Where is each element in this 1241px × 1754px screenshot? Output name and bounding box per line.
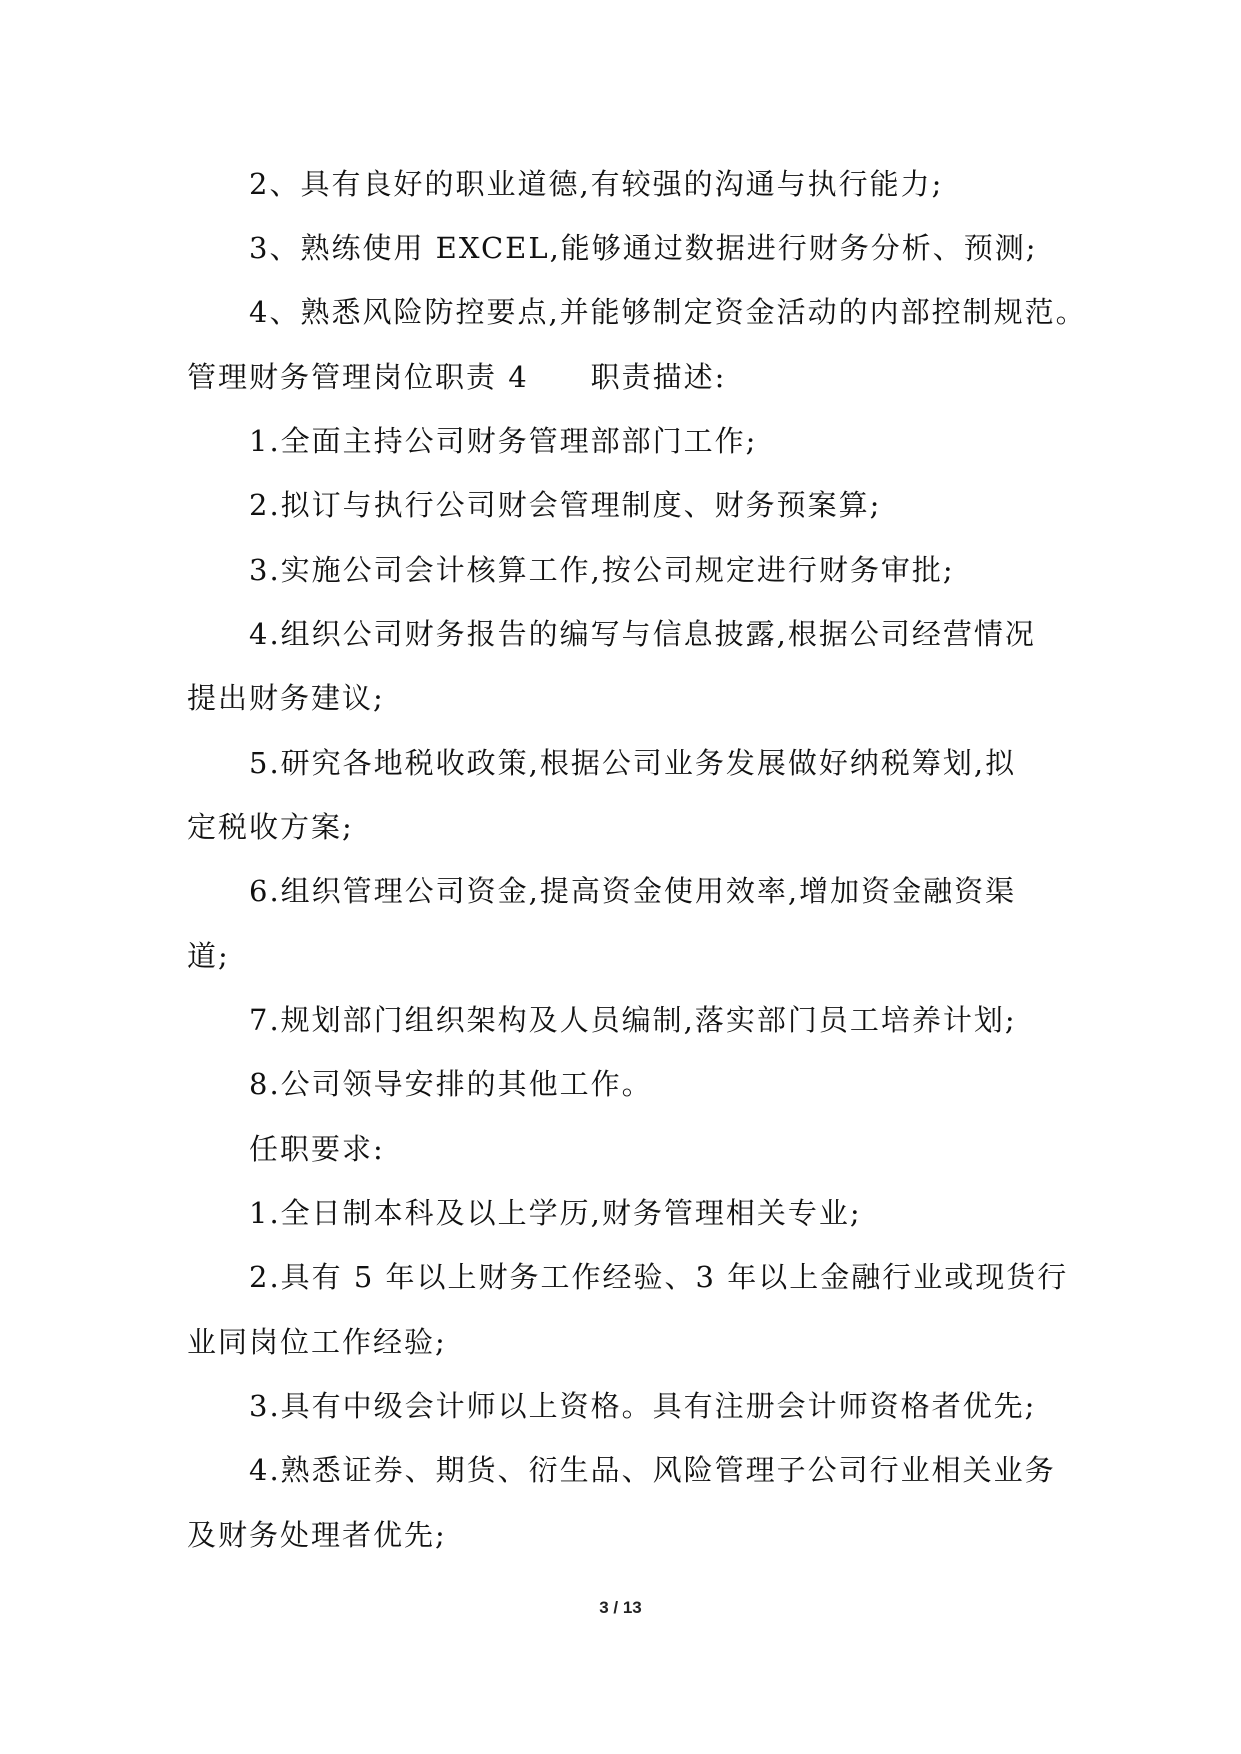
paragraph-line: 6.组织管理公司资金,提高资金使用效率,增加资金融资渠 [249, 874, 1017, 908]
paragraph-line: 道; [187, 939, 230, 973]
paragraph-line: 2.具有 5 年以上财务工作经验、3 年以上金融行业或现货行 [249, 1260, 1069, 1294]
paragraph-line: 3、熟练使用 EXCEL,能够通过数据进行财务分析、预测; [249, 231, 1038, 265]
paragraph-line: 2、具有良好的职业道德,有较强的沟通与执行能力; [249, 167, 944, 201]
paragraph-line: 4.熟悉证券、期货、衍生品、风险管理子公司行业相关业务 [249, 1453, 1056, 1487]
paragraph-line: 2.拟订与执行公司财会管理制度、财务预案算; [249, 488, 882, 522]
paragraph-line: 5.研究各地税收政策,根据公司业务发展做好纳税筹划,拟 [249, 746, 1017, 780]
paragraph-line: 7.规划部门组织架构及人员编制,落实部门员工培养计划; [249, 1003, 1017, 1037]
paragraph-line: 4、熟悉风险防控要点,并能够制定资金活动的内部控制规范。 [249, 295, 1087, 329]
paragraph-line: 业同岗位工作经验; [187, 1325, 447, 1359]
paragraph-line: 提出财务建议; [187, 681, 385, 715]
section-heading: 管理财务管理岗位职责 4 职责描述: [187, 360, 727, 394]
paragraph-line: 1.全日制本科及以上学历,财务管理相关专业; [249, 1196, 862, 1230]
page-number: 3 / 13 [599, 1598, 642, 1617]
paragraph-line: 定税收方案; [187, 810, 354, 844]
paragraph-line: 1.全面主持公司财务管理部部门工作; [249, 424, 758, 458]
paragraph-line: 8.公司领导安排的其他工作。 [249, 1067, 653, 1101]
paragraph-line: 及财务处理者优先; [187, 1518, 447, 1552]
paragraph-line: 3.实施公司会计核算工作,按公司规定进行财务审批; [249, 553, 955, 587]
subsection-heading: 任职要求: [249, 1132, 385, 1166]
paragraph-line: 4.组织公司财务报告的编写与信息披露,根据公司经营情况 [249, 617, 1036, 651]
paragraph-line: 3.具有中级会计师以上资格。具有注册会计师资格者优先; [249, 1389, 1037, 1423]
